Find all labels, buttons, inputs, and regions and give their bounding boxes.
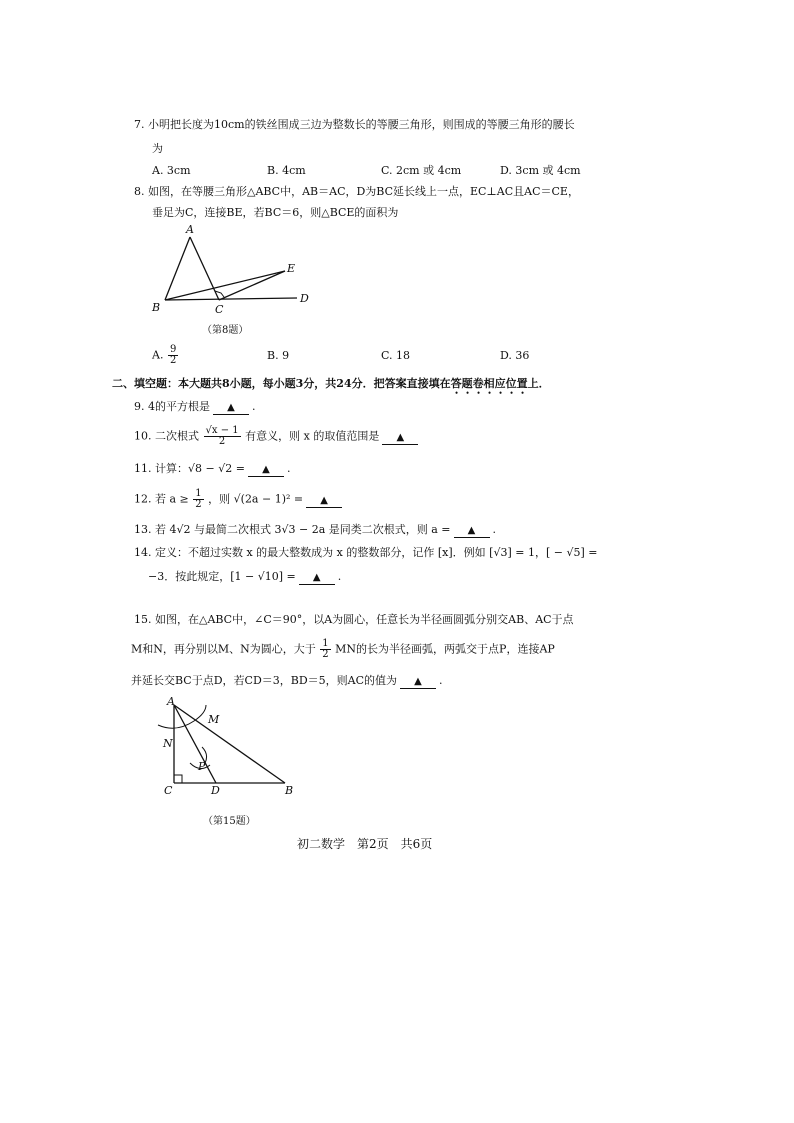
q10-fraction — [204, 426, 241, 447]
segment-bd — [165, 298, 297, 300]
q8-caption: （第8题） — [202, 325, 249, 336]
q8-option-a — [152, 345, 179, 366]
fraction-numerator: 1 — [195, 488, 202, 499]
fraction-denominator: 2 — [218, 436, 226, 447]
q7-option-a: A. 3cm — [152, 164, 191, 177]
q11-text: 11. 计算：√8 − √2 = — [134, 462, 245, 475]
arc-center-a — [158, 705, 206, 728]
label-d: D — [300, 292, 309, 305]
q14-line2 — [148, 569, 341, 585]
q7-option-b: B. 4cm — [267, 164, 306, 177]
blank-triangle-icon: ▲ — [396, 431, 405, 443]
label-d: D — [211, 784, 220, 797]
q11-end: . — [286, 462, 291, 475]
q10 — [134, 426, 421, 447]
q15-end: . — [439, 674, 443, 687]
q10-text-a: 10. 二次根式 — [134, 429, 199, 443]
q11 — [134, 461, 290, 477]
segment-ab — [165, 237, 190, 300]
q8-option-a-prefix: A. — [152, 348, 164, 362]
label-n: N — [163, 737, 173, 750]
q8-stem-cont: 垂足为C，连接BE，若BC＝6，则△BCE的面积为 — [152, 206, 399, 219]
q15-line1: 15. 如图，在△ABC中，∠C＝90°，以A为圆心，任意长为半径画圆弧分别交AB、AC于点 — [134, 613, 574, 626]
label-b: B — [285, 784, 294, 797]
q14-line1: 14. 定义：不超过实数 x 的最大整数成为 x 的整数部分，记作 [x]．例如 [√3] = 1，[ − √5] = — [134, 546, 598, 559]
blank-triangle-icon: ▲ — [227, 402, 235, 413]
q15-text-a: M和N，再分别以M、N为圆心，大于 — [131, 642, 316, 656]
q14-end: . — [337, 570, 342, 583]
label-e: E — [287, 262, 296, 275]
section-heading-end: 上． — [527, 377, 550, 390]
q8-figure — [145, 220, 320, 315]
label-c: C — [164, 784, 173, 797]
page-footer: 初二数学 第2页 共6页 — [297, 837, 433, 851]
q10-text-b: 有意义，则 x 的取值范围是 — [245, 429, 380, 443]
q12 — [134, 489, 345, 510]
blank-triangle-icon: ▲ — [320, 494, 328, 506]
label-p: P — [198, 760, 206, 773]
fraction-numerator: √x − 1 — [205, 425, 239, 436]
label-b: B — [152, 301, 161, 314]
q7-option-c: C. 2cm 或 4cm — [381, 164, 462, 177]
answer-blank — [382, 430, 418, 445]
label-m: M — [208, 713, 220, 726]
fraction-denominator: 2 — [195, 499, 202, 510]
q9 — [134, 399, 256, 415]
answer-blank — [248, 462, 284, 477]
q12-text-a: 12. 若 a ≥ — [134, 492, 189, 506]
q8-option-b: B. 9 — [267, 349, 290, 362]
fraction-numerator: 9 — [169, 344, 177, 355]
answer-blank — [213, 400, 249, 415]
q15-text: 并延长交BC于点D，若CD＝3，BD＝5，则AC的值为 — [131, 674, 398, 687]
q12-fraction — [193, 489, 203, 510]
blank-triangle-icon: ▲ — [414, 676, 422, 687]
answer-blank — [400, 674, 436, 689]
q8-option-d: D. 36 — [500, 349, 530, 362]
label-a: A — [167, 695, 175, 708]
q13 — [134, 522, 496, 538]
q7-option-d: D. 3cm 或 4cm — [500, 164, 581, 177]
q8-option-a-fraction — [168, 345, 178, 366]
blank-triangle-icon: ▲ — [262, 464, 270, 475]
q15-text-b: MN的长为半径画弧，两弧交于点P，连接AP — [335, 642, 555, 656]
q8-option-c: C. 18 — [381, 349, 411, 362]
label-c: C — [215, 303, 224, 315]
segment-ab — [174, 705, 285, 783]
answer-blank — [306, 493, 342, 508]
q12-text-b: ，则 √(2a − 1)² = — [208, 492, 304, 506]
section-heading-main: 二、填空题：本大题共8小题，每小题3分，共24分．把答案直接填在 — [112, 377, 451, 390]
q13-text: 13. 若 4√2 与最简二次根式 3√3 − 2a 是同类二次根式，则 a = — [134, 523, 451, 536]
label-a: A — [186, 223, 194, 236]
blank-triangle-icon: ▲ — [312, 572, 321, 583]
q15-line2 — [131, 639, 555, 660]
q15-line3 — [131, 673, 443, 689]
fraction-denominator: 2 — [169, 355, 177, 366]
blank-triangle-icon: ▲ — [467, 525, 476, 536]
fraction-numerator: 1 — [322, 638, 329, 649]
q15-fraction — [320, 639, 330, 660]
q7-stem-cont: 为 — [152, 142, 163, 155]
q8-stem: 8. 如图，在等腰三角形△ABC中，AB＝AC，D为BC延长线上一点，EC⊥AC且AC＝CE， — [134, 185, 579, 198]
answer-blank — [454, 523, 490, 538]
section-heading-emphasis: 答题卷相应位置 — [450, 377, 528, 390]
q9-text: 9. 4的平方根是 — [134, 400, 210, 413]
section-heading — [112, 376, 550, 397]
segment-be — [165, 271, 285, 300]
q7-stem: 7. 小明把长度为10cm的铁丝围成三边为整数长的等腰三角形，则围成的等腰三角形的腰长 — [134, 118, 575, 131]
segment-ce — [219, 271, 285, 300]
right-angle-mark — [174, 775, 182, 783]
answer-blank — [299, 570, 335, 585]
q9-end: . — [252, 400, 256, 413]
fraction-denominator: 2 — [322, 649, 329, 660]
q13-end: . — [492, 523, 497, 536]
q15-figure — [150, 693, 310, 803]
q15-caption: （第15题） — [203, 816, 256, 827]
q14-text: −3．按此规定，[1 − √10] = — [148, 570, 296, 583]
